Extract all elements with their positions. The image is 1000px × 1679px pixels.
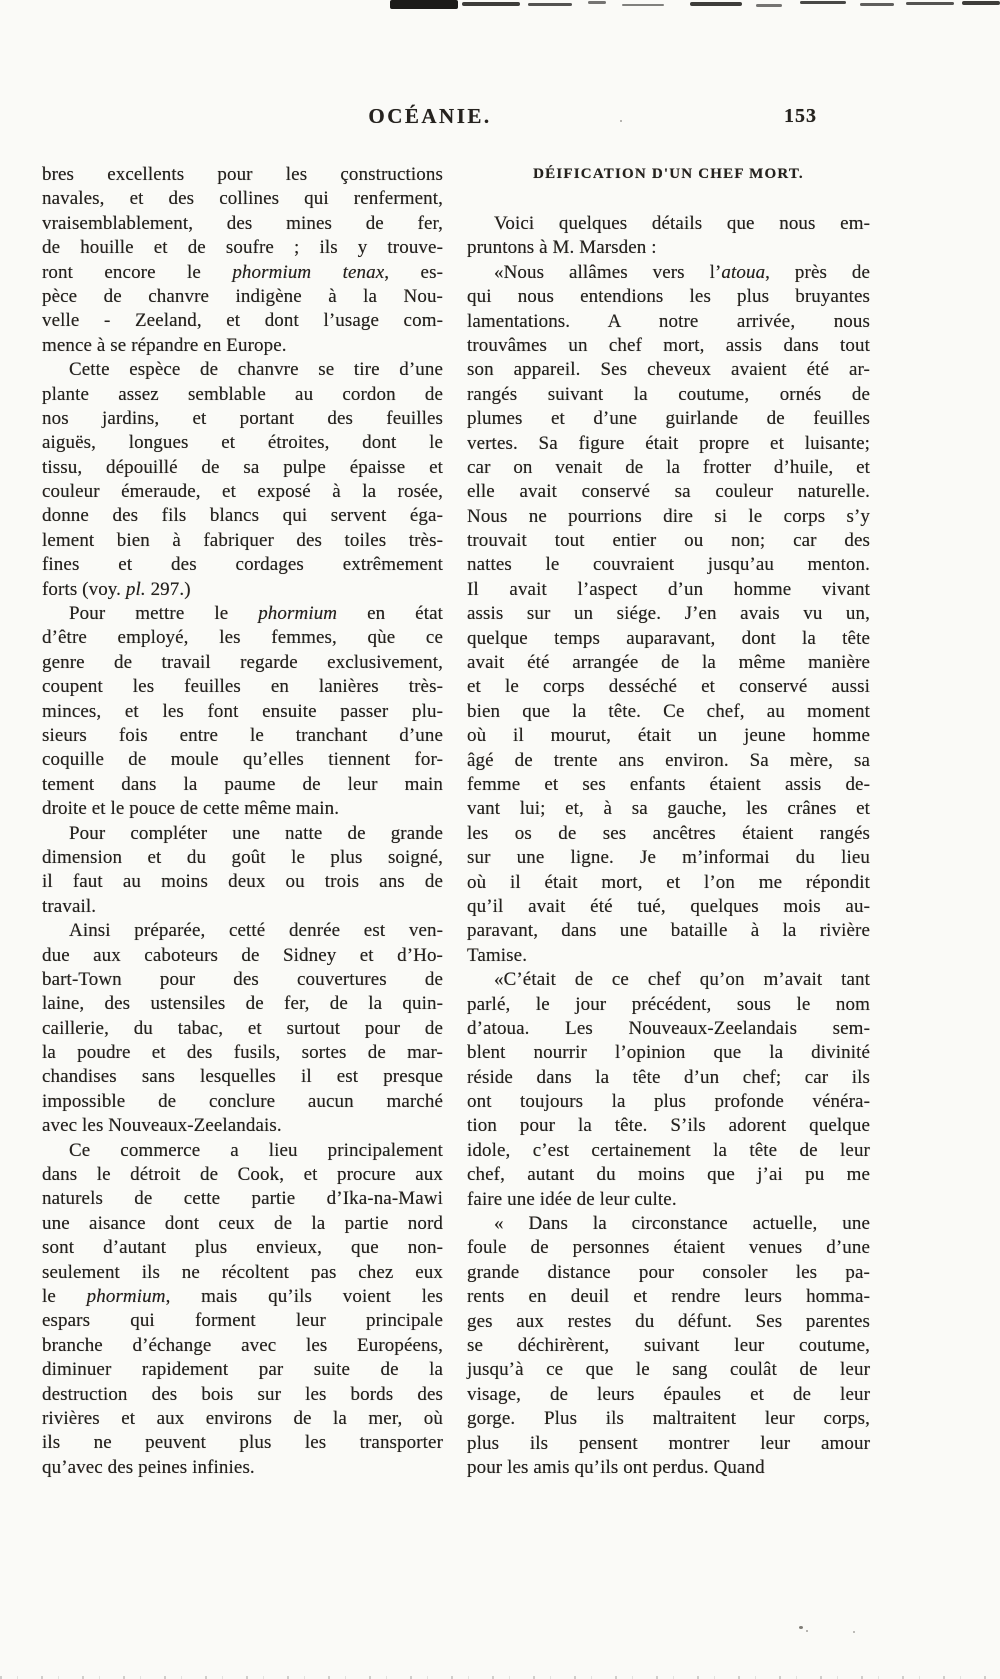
text-line: ront encore le phormium tenax, es- (42, 261, 443, 283)
text-line: une aisance dont ceux de la partie nord (42, 1212, 443, 1234)
page-title: OCÉANIE. (368, 104, 492, 128)
text-line: Pour mettre le phormium en état (69, 603, 443, 625)
text-line: jusqu’à ce que le sang coulât de leur (467, 1359, 870, 1381)
text-line: grande distance pour consoler les pa- (467, 1261, 870, 1283)
text-line: les os de ses ancêtres étaient rangés (467, 822, 870, 844)
text-line: droite et le pouce de cette même main. (42, 798, 340, 820)
left-column (42, 163, 443, 1480)
text-line: dans le détroit de Cook, et procure aux (42, 1164, 443, 1186)
text-line: et le corps desséché et conservé aussi (467, 676, 870, 698)
text-line: visage, de leurs épaules et de leur (467, 1383, 870, 1405)
text-line: espars qui forment leur principale (42, 1310, 443, 1332)
text-line: Ce commerce a lieu principalement (69, 1139, 443, 1161)
scan-mark (860, 3, 894, 6)
scan-speck (620, 120, 622, 122)
text-line: où il était mort, et l’on me répondit (467, 871, 870, 893)
text-line: couleur émeraude, et exposé à la rosée, (42, 481, 443, 503)
scan-speck (806, 1630, 808, 1632)
text-line: où il mourut, était un jeune homme (467, 725, 870, 747)
text-line: foule de personnes étaient venues d’une (467, 1237, 870, 1259)
text-line: qu’avec des peines infinies. (42, 1456, 255, 1478)
text-line: chef, autant du moins que j’ai pu me (467, 1164, 870, 1186)
text-line: destruction des bois sur les bords des (42, 1383, 443, 1405)
text-line: caillerie, du tabac, et surtout pour de (42, 1017, 443, 1039)
text-line: impossible de conclure aucun marché (42, 1090, 443, 1112)
page-number: 153 (784, 105, 817, 127)
text-line: la poudre et des fusils, sortes de mar- (42, 1042, 443, 1064)
running-head (0, 104, 1000, 132)
text-line: chandises sans lesquelles il est presque (42, 1066, 443, 1088)
scan-mark (528, 3, 572, 6)
text-line: pour les amis qu’ils ont perdus. Quand (467, 1456, 765, 1478)
text-line: assis sur un siége. J’en avais vu un, (467, 603, 870, 625)
text-line: trouvâmes un chef mort, assis dans tout (467, 334, 870, 356)
text-line: sont d’autant plus envieux, que non- (42, 1237, 443, 1259)
text-line: minces, et les font ensuite passer plu- (42, 700, 443, 722)
text-line: son appareil. Ses cheveux avaient été ar- (467, 359, 870, 381)
text-line: gorge. Plus ils maltraitent leur corps, (467, 1408, 870, 1430)
text-line: bres excellents pour les çonstructions (42, 164, 443, 185)
text-line: plus ils pensent montrer leur amour (467, 1432, 870, 1454)
text-line: il faut au moins deux ou trois ans de (42, 871, 443, 893)
text-line: idole, c’est certainement la tête de leur (467, 1139, 870, 1161)
text-line: «C’était de ce chef qu’on m’avait tant (494, 969, 870, 991)
text-line: laine, des ustensiles de fer, de la quin- (42, 993, 443, 1015)
section-heading: DÉIFICATION D'UN CHEF MORT. (533, 166, 804, 182)
text-line: vraisemblablement, des mines de fer, (42, 212, 443, 234)
text-line: pèce de chanvre indigène à la Nou- (42, 285, 443, 307)
text-line: bart-Town pour des couvertures de (42, 968, 443, 990)
text-line: trouvait tout entier ou non; car des (467, 530, 870, 552)
text-line: lement bien à fabriquer des toiles très- (42, 529, 443, 551)
text-line: avec les Nouveaux-Zeelandais. (42, 1115, 282, 1137)
text-line: mence à se répandre en Europe. (42, 334, 287, 356)
scan-speck (799, 1626, 803, 1629)
text-line: plumes et d’une guirlande de feuilles (467, 408, 870, 430)
text-line: seulement ils ne récoltent pas chez eux (42, 1261, 443, 1283)
text-line: « Dans la circonstance actuelle, une (494, 1213, 870, 1235)
scan-mark (756, 4, 782, 7)
text-line: âgé de trente ans environ. Sa mère, sa (467, 749, 870, 771)
text-line: faire une idée de leur culte. (467, 1188, 677, 1210)
text-line: diminuer rapidement par suite de la (42, 1359, 443, 1381)
text-line: qu’il avait été tué, quelques mois au- (467, 895, 870, 917)
text-line: plante assez semblable au cordon de (42, 383, 443, 405)
text-line: Pour compléter une natte de grande (69, 822, 443, 844)
text-line: elle avait conservé sa couleur naturelle. (467, 481, 870, 503)
text-line: Voici quelques détails que nous em- (494, 213, 870, 234)
text-line: «Nous allâmes vers l’atoua, près de (494, 261, 870, 283)
text-line: forts (voy. pl. 297.) (42, 578, 191, 600)
text-line: d’être employé, les femmes, qùe ce (42, 627, 443, 649)
text-line: velle - Zeeland, et dont l’usage com- (42, 310, 443, 332)
text-line: lamentations. A notre arrivée, nous (467, 310, 870, 332)
text-line: car on venait de la frotter d’huile, et (467, 456, 870, 478)
text-line: due aux caboteurs de Sidney et d’Ho- (42, 944, 443, 966)
scan-mark (588, 1, 606, 4)
text-line: donne des fils blancs qui servent éga- (42, 505, 443, 527)
text-line: genre de travail regarde exclusivement, (42, 651, 443, 673)
text-line: vertes. Sa figure était propre et luisante; (467, 432, 870, 454)
text-line: réside dans la tête d’un chef; car ils (467, 1066, 870, 1088)
scan-mark (462, 2, 520, 6)
text-line: sur une ligne. Je m’informai du lieu (467, 847, 870, 869)
text-line: vant lui; et, à sa gauche, les crânes et (467, 798, 870, 820)
text-line: rents en deuil et rendre leurs homma- (467, 1286, 870, 1308)
text-line: tissu, dépouillé de sa pulpe épaisse et (42, 456, 443, 478)
right-column (467, 163, 870, 1480)
text-line: ges aux restes du défunt. Ses parentes (467, 1310, 870, 1332)
text-line: naturels de cette partie d’Ika-na-Mawi (42, 1188, 443, 1210)
text-line: fines et des cordages extrêmement (42, 554, 443, 576)
scan-mark (622, 4, 664, 6)
text-line: pruntons à M. Marsden : (467, 237, 657, 259)
text-line: ont toujours la plus profonde vénéra- (467, 1091, 870, 1113)
text-line: Il avait l’aspect d’un homme vivant (467, 578, 870, 600)
scan-mark (962, 1, 1000, 5)
text-line: Cette espèce de chanvre se tire d’une (69, 359, 443, 381)
text-line: Ainsi préparée, cetté denrée est ven- (69, 920, 443, 942)
right-column-text (467, 212, 870, 1480)
left-column-text (42, 163, 443, 1480)
text-line: ils ne peuvent plus les transporter (42, 1432, 443, 1454)
text-line: navales, et des collines qui renferment, (42, 188, 443, 210)
text-line: d’atoua. Les Nouveaux-Zeelandais sem- (467, 1017, 870, 1039)
scan-mark (800, 1, 846, 4)
text-line: femme et ses enfants étaient assis de- (467, 773, 870, 795)
text-line: tement dans la paume de leur main (42, 773, 443, 795)
text-line: dimension et du goût le plus soigné, (42, 846, 443, 868)
text-line: nattes le couvraient jusqu’au menton. (467, 554, 870, 576)
text-line: avait été arrangée de la même manière (467, 652, 870, 674)
text-line: se déchirèrent, suivant leur coutume, (467, 1334, 870, 1356)
text-line: Tamise. (467, 944, 528, 966)
text-line: quelque temps auparavant, dont la tête (467, 627, 870, 649)
text-line: parlé, le jour précédent, sous le nom (467, 993, 870, 1015)
text-line: qui nous entendions les plus bruyantes (467, 286, 870, 308)
text-line: paravant, dans une bataille à la rivière (467, 920, 870, 942)
text-line: de houille et de soufre ; ils y trouve- (42, 237, 443, 259)
text-line: bien que la tête. Ce chef, au moment (467, 700, 870, 722)
text-line: aiguës, longues et étroites, dont le (42, 432, 443, 454)
scan-mark (906, 2, 954, 5)
text-line: blent nourrir l’opinion que la divinité (467, 1042, 870, 1064)
text-line: nos jardins, et portant des feuilles (42, 407, 443, 429)
text-line: coupent les feuilles en lanières très- (42, 676, 443, 698)
text-line: branche d’échange avec les Européens, (42, 1334, 443, 1356)
scan-speck (853, 1631, 855, 1633)
scan-mark (390, 0, 458, 9)
text-line: coquille de moule qu’elles tiennent for- (42, 749, 443, 771)
text-line: tion pour la tête. S’ils adorent quelque (467, 1115, 870, 1137)
text-line: travail. (42, 895, 97, 917)
text-line: sieurs fois entre le tranchant d’une (42, 724, 443, 746)
scan-mark (690, 2, 742, 6)
text-line: Nous ne pourrions dire si le corps s’y (467, 505, 870, 527)
text-line: rangés suivant la coutume, ornés de (467, 383, 870, 405)
text-line: le phormium, mais qu’ils voient les (42, 1285, 443, 1307)
text-line: rivières et aux environs de la mer, où (42, 1407, 443, 1429)
